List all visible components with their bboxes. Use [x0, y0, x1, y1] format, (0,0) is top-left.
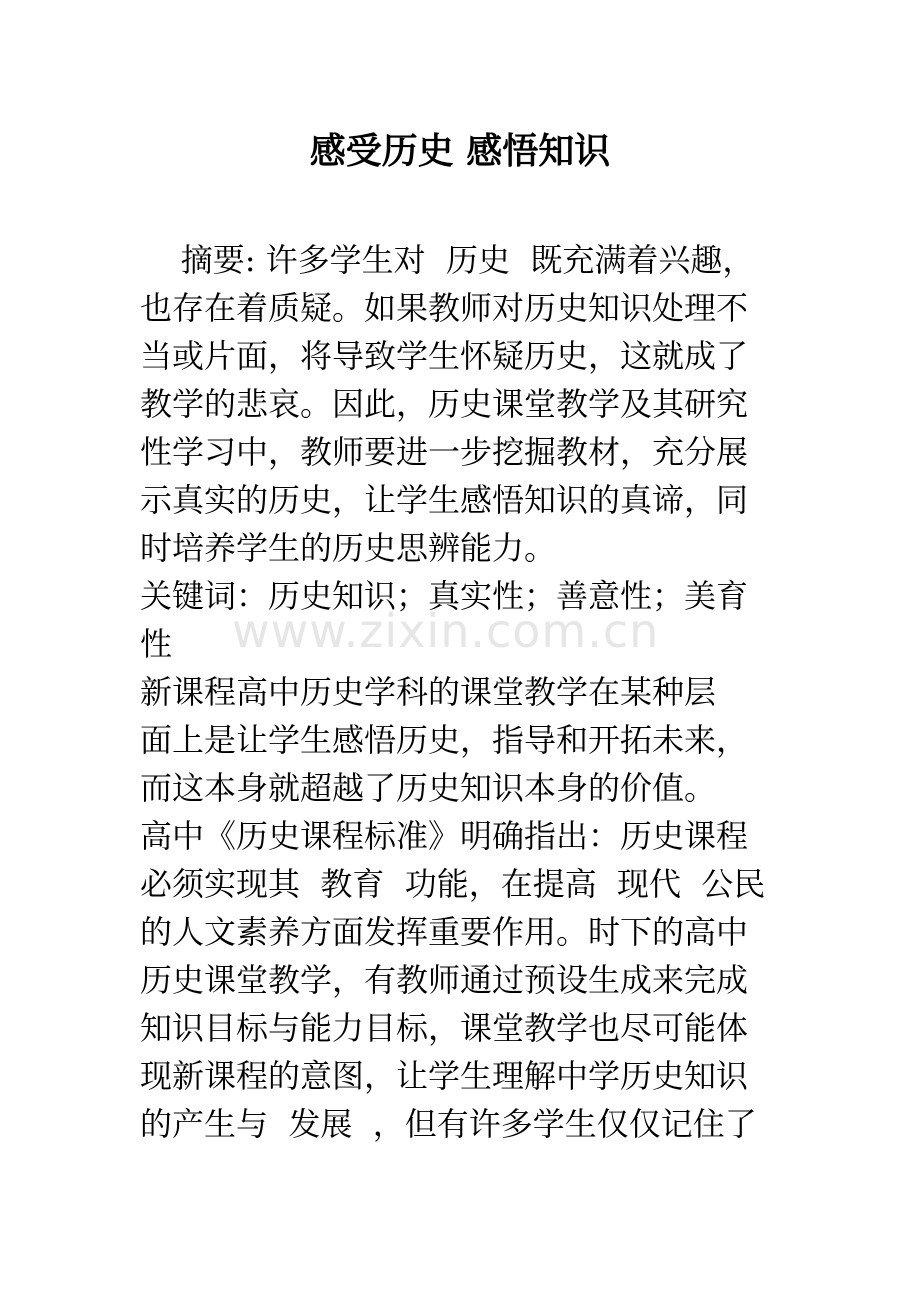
body-line: 也存在着质疑。如果教师对历史知识处理不: [140, 289, 749, 327]
body-line: 的产生与 发展 ，但有许多学生仅仅记住了: [140, 1105, 757, 1143]
body-line: 必须实现其 教育 功能，在提高 现代 公民: [140, 865, 766, 903]
body-line: 时培养学生的历史思辨能力。: [140, 529, 557, 567]
keywords-line: 性: [140, 625, 173, 663]
body-line: 的人文素养方面发挥重要作用。时下的高中: [140, 913, 749, 951]
body-line: 摘要: 许多学生对 历史 既充满着兴趣，: [140, 241, 755, 279]
body-line: 历史课堂教学，有教师通过预设生成来完成: [140, 961, 749, 999]
keywords-line: 关键词：历史知识；真实性；善意性；美育: [140, 577, 749, 615]
body-line: 当或片面，将导致学生怀疑历史，这就成了: [140, 337, 749, 375]
body-line: 而这本身就超越了历史知识本身的价值。: [140, 769, 717, 807]
body-line: 示真实的历史，让学生感悟知识的真谛，同: [140, 481, 749, 519]
body-line: 教学的悲哀。因此，历史课堂教学及其研究: [140, 385, 749, 423]
body-line: 新课程高中历史学科的课堂教学在某种层: [140, 673, 717, 711]
body-line: 面上是让学生感悟历史，指导和开拓未来，: [140, 721, 749, 759]
document-title: 感受历史 感悟知识: [309, 130, 611, 172]
watermark: www.zixin.com.cn: [232, 604, 660, 658]
document-body: [140, 236, 820, 1148]
body-line: 知识目标与能力目标，课堂教学也尽可能体: [140, 1009, 749, 1047]
body-line: 高中《历史课程标准》明确指出：历史课程: [140, 817, 749, 855]
body-line: 性学习中，教师要进一步挖掘教材，充分展: [140, 433, 749, 471]
body-line: 现新课程的意图，让学生理解中学历史知识: [140, 1057, 749, 1095]
